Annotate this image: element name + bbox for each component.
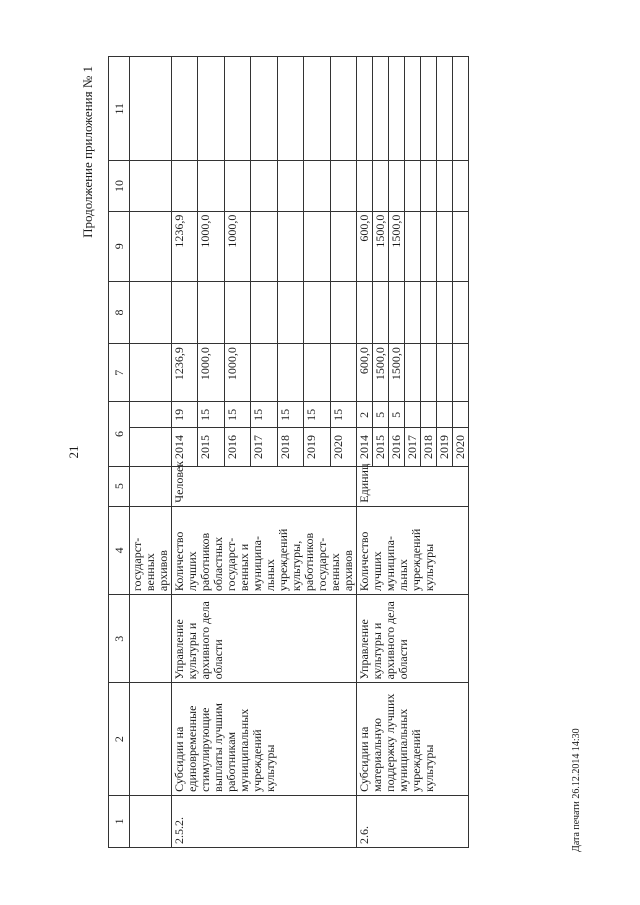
col8-cell — [304, 281, 330, 343]
row-executor: Управление культуры и архивного дела области — [172, 595, 357, 683]
col10-cell — [357, 161, 373, 211]
col10-cell — [304, 161, 330, 211]
qty-cell: 15 — [251, 402, 277, 428]
col8-cell — [277, 281, 303, 343]
col8-cell — [421, 281, 437, 343]
year-cell: 2017 — [405, 428, 421, 466]
empty-cell — [130, 211, 172, 281]
col9-cell: 1500,0 — [373, 211, 389, 281]
col7-cell: 1000,0 — [224, 344, 250, 402]
year-cell: 2016 — [389, 428, 405, 466]
col-header: 6 — [109, 402, 130, 466]
qty-cell: 15 — [224, 402, 250, 428]
col10-cell — [389, 161, 405, 211]
carry-over-row — [130, 57, 172, 848]
col10-cell — [198, 161, 224, 211]
table-row — [172, 57, 198, 848]
row-indicator: Количество лучших муниципа-льных учреждений культуры — [357, 506, 469, 594]
qty-cell: 19 — [172, 402, 198, 428]
year-cell: 2019 — [437, 428, 453, 466]
qty-cell: 15 — [277, 402, 303, 428]
col9-cell — [304, 211, 330, 281]
year-cell: 2014 — [172, 428, 198, 466]
col7-cell — [453, 344, 469, 402]
empty-cell — [130, 281, 172, 343]
empty-cell — [130, 795, 172, 847]
col-header: 9 — [109, 211, 130, 281]
carry-over-text: государст- венных архивов — [130, 506, 172, 594]
col8-cell — [389, 281, 405, 343]
col-header: 1 — [109, 795, 130, 847]
col10-cell — [330, 161, 356, 211]
col10-cell — [172, 161, 198, 211]
row-executor: Управление культуры и архивного дела области — [357, 595, 469, 683]
year-cell: 2016 — [224, 428, 250, 466]
col7-cell — [304, 344, 330, 402]
col7-cell — [421, 344, 437, 402]
col8-cell — [373, 281, 389, 343]
col7-cell — [405, 344, 421, 402]
col11-cell — [251, 57, 277, 161]
col7-cell: 1500,0 — [373, 344, 389, 402]
col-header: 3 — [109, 595, 130, 683]
col8-cell — [224, 281, 250, 343]
col9-cell — [277, 211, 303, 281]
empty-cell — [130, 595, 172, 683]
col11-cell — [357, 57, 373, 161]
col9-cell: 1236,9 — [172, 211, 198, 281]
col11-cell — [405, 57, 421, 161]
budget-table — [108, 56, 469, 848]
col10-cell — [437, 161, 453, 211]
col-header: 8 — [109, 281, 130, 343]
col11-cell — [277, 57, 303, 161]
col-header: 10 — [109, 161, 130, 211]
col11-cell — [373, 57, 389, 161]
row-indicator: Количество лучших работников областных государст-венных и муниципа-льных учреждений культуры, работников государст-венных архивов — [172, 506, 357, 594]
row-name: Субсидии на единовременные стимулирующие выплаты лучшим работникам муниципальных учреждений культуры — [172, 683, 357, 795]
col11-cell — [172, 57, 198, 161]
col10-cell — [373, 161, 389, 211]
col10-cell — [421, 161, 437, 211]
year-cell: 2017 — [251, 428, 277, 466]
empty-cell — [130, 428, 172, 466]
col7-cell — [330, 344, 356, 402]
col-header: 4 — [109, 506, 130, 594]
col9-cell — [421, 211, 437, 281]
col9-cell — [405, 211, 421, 281]
col9-cell: 600,0 — [357, 211, 373, 281]
col-header: 2 — [109, 683, 130, 795]
qty-cell: 5 — [389, 402, 405, 428]
year-cell: 2020 — [453, 428, 469, 466]
col10-cell — [251, 161, 277, 211]
col9-cell — [437, 211, 453, 281]
col-header: 7 — [109, 344, 130, 402]
col11-cell — [198, 57, 224, 161]
qty-cell: 15 — [330, 402, 356, 428]
qty-cell — [405, 402, 421, 428]
col8-cell — [330, 281, 356, 343]
col11-cell — [330, 57, 356, 161]
col10-cell — [453, 161, 469, 211]
col10-cell — [405, 161, 421, 211]
col7-cell — [251, 344, 277, 402]
row-name: Субсидии на материальную поддержку лучших муниципальных учреждений культуры — [357, 683, 469, 795]
col8-cell — [357, 281, 373, 343]
col7-cell — [277, 344, 303, 402]
col9-cell: 1000,0 — [198, 211, 224, 281]
col11-cell — [224, 57, 250, 161]
col-header: 5 — [109, 466, 130, 506]
col7-cell: 1500,0 — [389, 344, 405, 402]
year-cell: 2018 — [277, 428, 303, 466]
row-unit: Человек — [172, 466, 357, 506]
page-number: 21 — [66, 445, 81, 459]
col8-cell — [405, 281, 421, 343]
col9-cell — [251, 211, 277, 281]
empty-cell — [130, 344, 172, 402]
qty-cell — [437, 402, 453, 428]
year-cell: 2019 — [304, 428, 330, 466]
col11-cell — [453, 57, 469, 161]
continuation-title: Продолжение приложения № 1 — [80, 66, 95, 238]
col8-cell — [198, 281, 224, 343]
year-cell: 2015 — [373, 428, 389, 466]
col7-cell: 1000,0 — [198, 344, 224, 402]
header-row — [109, 57, 130, 848]
qty-cell — [453, 402, 469, 428]
print-date: Дата печати 26.12.2014 14:30 — [571, 728, 582, 852]
col8-cell — [172, 281, 198, 343]
qty-cell: 15 — [304, 402, 330, 428]
col9-cell: 1000,0 — [224, 211, 250, 281]
row-code: 2.6. — [357, 795, 469, 847]
col8-cell — [251, 281, 277, 343]
col11-cell — [437, 57, 453, 161]
col10-cell — [277, 161, 303, 211]
col7-cell: 600,0 — [357, 344, 373, 402]
empty-cell — [130, 683, 172, 795]
rotated-page — [60, 52, 580, 852]
empty-cell — [130, 402, 172, 428]
col11-cell — [389, 57, 405, 161]
col9-cell — [330, 211, 356, 281]
qty-cell — [421, 402, 437, 428]
col7-cell: 1236,9 — [172, 344, 198, 402]
table-row — [357, 57, 373, 848]
year-cell: 2020 — [330, 428, 356, 466]
col11-cell — [421, 57, 437, 161]
col9-cell: 1500,0 — [389, 211, 405, 281]
year-cell: 2014 — [357, 428, 373, 466]
qty-cell: 5 — [373, 402, 389, 428]
row-unit: Единиц — [357, 466, 469, 506]
col10-cell — [224, 161, 250, 211]
col7-cell — [437, 344, 453, 402]
col11-cell — [304, 57, 330, 161]
col8-cell — [453, 281, 469, 343]
col8-cell — [437, 281, 453, 343]
year-cell: 2015 — [198, 428, 224, 466]
col-header: 11 — [109, 57, 130, 161]
qty-cell: 15 — [198, 402, 224, 428]
row-code: 2.5.2. — [172, 795, 357, 847]
year-cell: 2018 — [421, 428, 437, 466]
empty-cell — [130, 466, 172, 506]
qty-cell: 2 — [357, 402, 373, 428]
empty-cell — [130, 57, 172, 161]
col9-cell — [453, 211, 469, 281]
empty-cell — [130, 161, 172, 211]
